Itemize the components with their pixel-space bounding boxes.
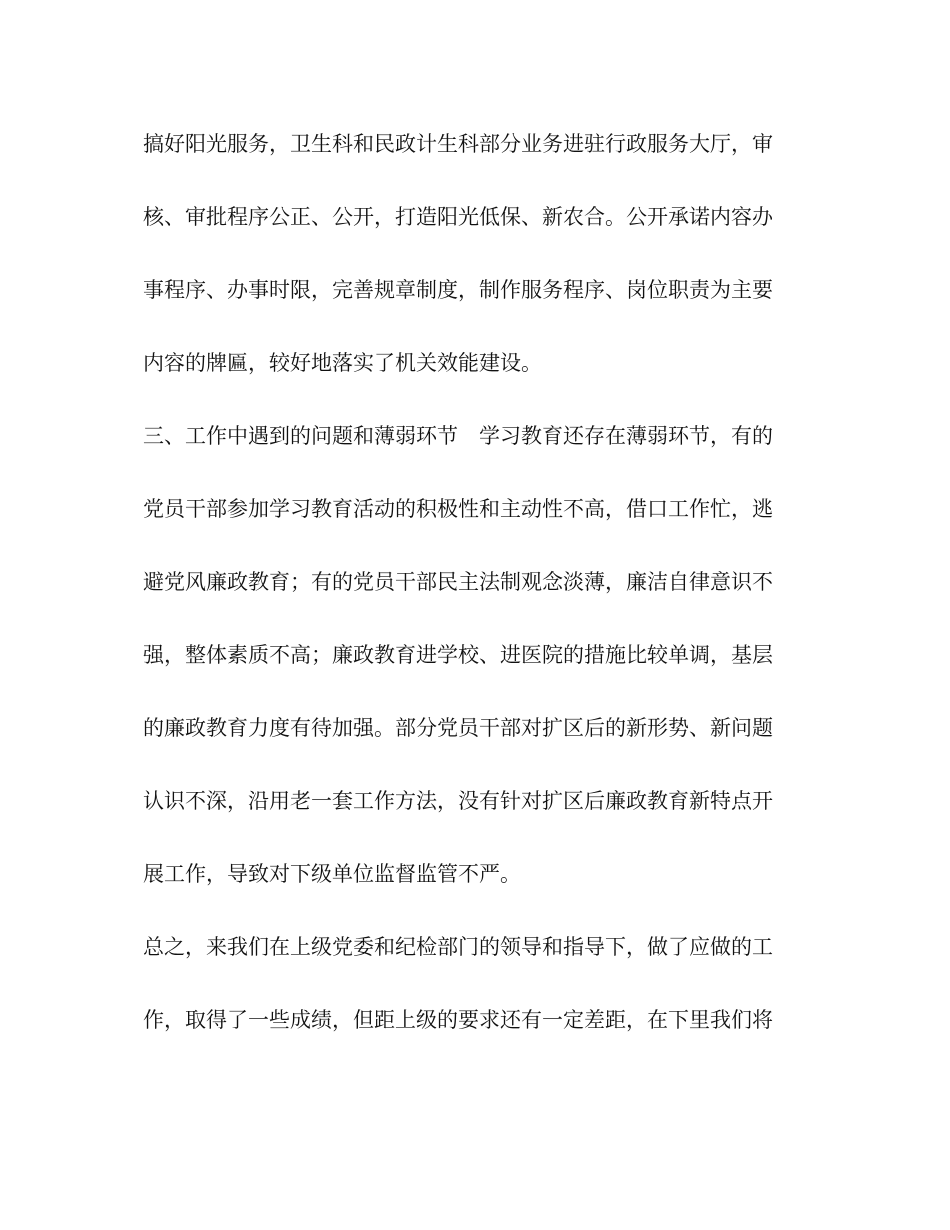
- text-line: 展工作，导致对下级单位监督监管不严。: [143, 862, 521, 886]
- text-line: 党员干部参加学习教育活动的积极性和主动性不高，借口工作忙，逃: [143, 497, 773, 521]
- text-line: 的廉政教育力度有待加强。部分党员干部对扩区后的新形势、新问题: [143, 716, 773, 740]
- text-line: 认识不深，沿用老一套工作方法，没有针对扩区后廉政教育新特点开: [143, 789, 773, 813]
- text-line: 搞好阳光服务，卫生科和民政计生科部分业务进驻行政服务大厅，审: [143, 132, 773, 156]
- text-line: 强，整体素质不高；廉政教育进学校、进医院的措施比较单调，基层: [143, 643, 773, 667]
- text-line: 事程序、办事时限，完善规章制度，制作服务程序、岗位职责为主要: [143, 278, 773, 302]
- text-line: 避党风廉政教育；有的党员干部民主法制观念淡薄，廉洁自律意识不: [143, 570, 773, 594]
- text-line: 内容的牌匾，较好地落实了机关效能建设。: [143, 351, 542, 375]
- text-line: 作，取得了一些成绩，但距上级的要求还有一定差距，在下里我们将: [143, 1008, 773, 1032]
- section-heading-line: 三、工作中遇到的问题和薄弱环节 学习教育还存在薄弱环节，有的: [143, 424, 773, 448]
- text-line: 总之，来我们在上级党委和纪检部门的领导和指导下，做了应做的工: [143, 935, 773, 959]
- text-line: 核、审批程序公正、公开，打造阳光低保、新农合。公开承诺内容办: [143, 205, 773, 229]
- body-text: [143, 122, 813, 1071]
